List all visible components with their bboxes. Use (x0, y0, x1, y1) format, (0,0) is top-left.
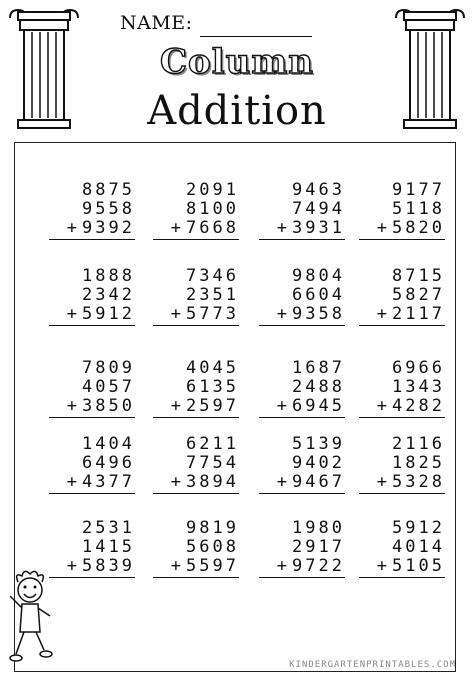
addend-3 (253, 397, 345, 416)
addend-2 (43, 454, 135, 473)
addend-2 (353, 378, 445, 397)
addend-1 (253, 181, 345, 200)
addend-2 (147, 454, 239, 473)
plus-sign: + (376, 218, 391, 238)
addend-2-value: 8100 (186, 199, 239, 219)
plus-sign: + (276, 304, 291, 324)
addend-1 (253, 519, 345, 538)
addend-2-value: 2351 (186, 285, 239, 305)
addend-2 (353, 454, 445, 473)
addend-1-value: 9804 (292, 266, 345, 286)
addend-2 (43, 200, 135, 219)
addend-3 (253, 473, 345, 492)
problems-panel (14, 142, 456, 672)
addend-2-value: 4057 (82, 377, 135, 397)
addend-3-value: 3894 (186, 472, 239, 492)
answer-line[interactable] (49, 417, 135, 418)
addend-2-value: 6604 (292, 285, 345, 305)
addend-2 (147, 538, 239, 557)
addend-3-value: 3931 (292, 218, 345, 238)
addend-1 (253, 267, 345, 286)
addition-problem (43, 519, 135, 578)
addend-2-value: 9558 (82, 199, 135, 219)
addend-3 (353, 397, 445, 416)
addend-1-value: 2116 (392, 434, 445, 454)
addend-3-value: 5820 (392, 218, 445, 238)
title-addition: Addition (147, 88, 327, 134)
name-label: NAME: (120, 12, 193, 34)
addend-1 (353, 359, 445, 378)
addend-2-value: 2917 (292, 537, 345, 557)
addition-problem (43, 359, 135, 418)
addend-3 (353, 305, 445, 324)
footer-site: KINDERGARTENPRINTABLES.COM (289, 660, 456, 670)
addend-1 (353, 435, 445, 454)
addition-problem (43, 435, 135, 494)
addition-problem (147, 519, 239, 578)
addend-2 (43, 378, 135, 397)
addend-3 (43, 305, 135, 324)
title-column: Column (159, 42, 315, 82)
answer-line[interactable] (259, 493, 345, 494)
addend-2 (353, 200, 445, 219)
addition-problem (253, 181, 345, 240)
addend-3-value: 5839 (82, 556, 135, 576)
plus-sign: + (66, 396, 81, 416)
addend-3 (253, 557, 345, 576)
addend-2-value: 5827 (392, 285, 445, 305)
addend-3 (43, 473, 135, 492)
plus-sign: + (376, 472, 391, 492)
plus-sign: + (66, 472, 81, 492)
addend-1 (147, 181, 239, 200)
addend-3 (353, 557, 445, 576)
addend-2 (147, 286, 239, 305)
addend-1 (253, 435, 345, 454)
addend-2-value: 4014 (392, 537, 445, 557)
plus-sign: + (66, 218, 81, 238)
addend-1-value: 9819 (186, 518, 239, 538)
addend-3-value: 9722 (292, 556, 345, 576)
addend-2-value: 6496 (82, 453, 135, 473)
addend-2 (253, 454, 345, 473)
addend-2-value: 9402 (292, 453, 345, 473)
addend-2 (253, 286, 345, 305)
addend-1-value: 2531 (82, 518, 135, 538)
addend-1 (43, 267, 135, 286)
addend-1-value: 9463 (292, 180, 345, 200)
addition-problem (147, 267, 239, 326)
addend-3 (43, 219, 135, 238)
addend-1 (43, 359, 135, 378)
name-row (120, 12, 310, 40)
addend-1-value: 1404 (82, 434, 135, 454)
addition-problem (253, 267, 345, 326)
addend-2-value: 1825 (392, 453, 445, 473)
addend-1 (353, 267, 445, 286)
addend-2 (43, 286, 135, 305)
addend-3-value: 4282 (392, 396, 445, 416)
addition-problem (353, 267, 445, 326)
answer-line[interactable] (153, 577, 239, 578)
addend-3 (253, 219, 345, 238)
addend-3-value: 9467 (292, 472, 345, 492)
addend-2 (147, 378, 239, 397)
addend-2-value: 7494 (292, 199, 345, 219)
addend-2-value: 1415 (82, 537, 135, 557)
addition-problem (43, 181, 135, 240)
addition-problem (147, 181, 239, 240)
answer-line[interactable] (49, 577, 135, 578)
cartoon-kid-icon (4, 568, 56, 668)
addend-1 (147, 359, 239, 378)
addend-3-value: 5105 (392, 556, 445, 576)
addend-1-value: 1687 (292, 358, 345, 378)
addend-3-value: 5328 (392, 472, 445, 492)
addend-3-value: 5912 (82, 304, 135, 324)
answer-line[interactable] (259, 577, 345, 578)
answer-line[interactable] (49, 493, 135, 494)
addend-2 (43, 538, 135, 557)
answer-line[interactable] (153, 493, 239, 494)
problems-grid (15, 143, 455, 671)
addition-problem (147, 435, 239, 494)
addition-problem (353, 519, 445, 578)
addend-1 (147, 267, 239, 286)
plus-sign: + (376, 304, 391, 324)
addend-1 (353, 181, 445, 200)
addend-2-value: 7754 (186, 453, 239, 473)
addend-2 (253, 538, 345, 557)
addition-problem (353, 435, 445, 494)
plus-sign: + (276, 472, 291, 492)
addend-2 (353, 286, 445, 305)
addend-3-value: 2597 (186, 396, 239, 416)
answer-line[interactable] (153, 417, 239, 418)
answer-line[interactable] (259, 239, 345, 240)
addend-3 (43, 557, 135, 576)
answer-line[interactable] (359, 577, 445, 578)
addend-3 (353, 473, 445, 492)
answer-line[interactable] (49, 239, 135, 240)
addend-3-value: 2117 (392, 304, 445, 324)
addend-3 (147, 557, 239, 576)
addend-1 (43, 181, 135, 200)
addend-3 (147, 305, 239, 324)
addend-3-value: 9392 (82, 218, 135, 238)
addend-2-value: 5608 (186, 537, 239, 557)
addend-1 (43, 519, 135, 538)
addend-1 (253, 359, 345, 378)
plus-sign: + (170, 556, 185, 576)
addend-2-value: 2488 (292, 377, 345, 397)
addend-1-value: 6211 (186, 434, 239, 454)
addend-1-value: 7809 (82, 358, 135, 378)
plus-sign: + (276, 396, 291, 416)
answer-line[interactable] (49, 325, 135, 326)
addend-1-value: 8715 (392, 266, 445, 286)
plus-sign: + (276, 556, 291, 576)
addend-2 (353, 538, 445, 557)
addend-1-value: 7346 (186, 266, 239, 286)
addend-3-value: 6945 (292, 396, 345, 416)
addend-3 (353, 219, 445, 238)
answer-line[interactable] (359, 417, 445, 418)
addition-problem (353, 181, 445, 240)
plus-sign: + (276, 218, 291, 238)
addend-1-value: 5139 (292, 434, 345, 454)
addend-1-value: 4045 (186, 358, 239, 378)
plus-sign: + (170, 396, 185, 416)
addend-3 (147, 219, 239, 238)
answer-line[interactable] (153, 325, 239, 326)
addend-1 (147, 435, 239, 454)
addend-1 (353, 519, 445, 538)
addend-1-value: 8875 (82, 180, 135, 200)
addend-3 (147, 473, 239, 492)
addend-1-value: 1980 (292, 518, 345, 538)
addend-3 (253, 305, 345, 324)
addition-problem (253, 435, 345, 494)
plus-sign: + (170, 472, 185, 492)
addend-1 (43, 435, 135, 454)
addition-problem (43, 267, 135, 326)
addend-2-value: 1343 (392, 377, 445, 397)
plus-sign: + (170, 304, 185, 324)
answer-line[interactable] (153, 239, 239, 240)
addend-3-value: 5773 (186, 304, 239, 324)
addend-1-value: 1888 (82, 266, 135, 286)
addend-1-value: 5912 (392, 518, 445, 538)
plus-sign: + (66, 304, 81, 324)
addition-problem (147, 359, 239, 418)
addend-1-value: 2091 (186, 180, 239, 200)
plus-sign: + (376, 556, 391, 576)
name-blank-line[interactable] (200, 36, 312, 37)
addend-3-value: 4377 (82, 472, 135, 492)
plus-sign: + (170, 218, 185, 238)
addend-2 (253, 200, 345, 219)
answer-line[interactable] (259, 417, 345, 418)
addend-2-value: 6135 (186, 377, 239, 397)
addend-1 (147, 519, 239, 538)
plus-sign: + (66, 556, 81, 576)
addend-3-value: 3850 (82, 396, 135, 416)
addend-3-value: 5597 (186, 556, 239, 576)
addend-3-value: 7668 (186, 218, 239, 238)
addend-1-value: 6966 (392, 358, 445, 378)
addend-1-value: 9177 (392, 180, 445, 200)
addend-2 (253, 378, 345, 397)
answer-line[interactable] (259, 325, 345, 326)
addition-problem (353, 359, 445, 418)
addend-3-value: 9358 (292, 304, 345, 324)
addend-2-value: 5118 (392, 199, 445, 219)
addend-2 (147, 200, 239, 219)
plus-sign: + (376, 396, 391, 416)
addition-problem (253, 519, 345, 578)
answer-line[interactable] (359, 239, 445, 240)
addend-3 (43, 397, 135, 416)
addition-problem (253, 359, 345, 418)
addend-3 (147, 397, 239, 416)
addend-2-value: 2342 (82, 285, 135, 305)
answer-line[interactable] (359, 325, 445, 326)
answer-line[interactable] (359, 493, 445, 494)
